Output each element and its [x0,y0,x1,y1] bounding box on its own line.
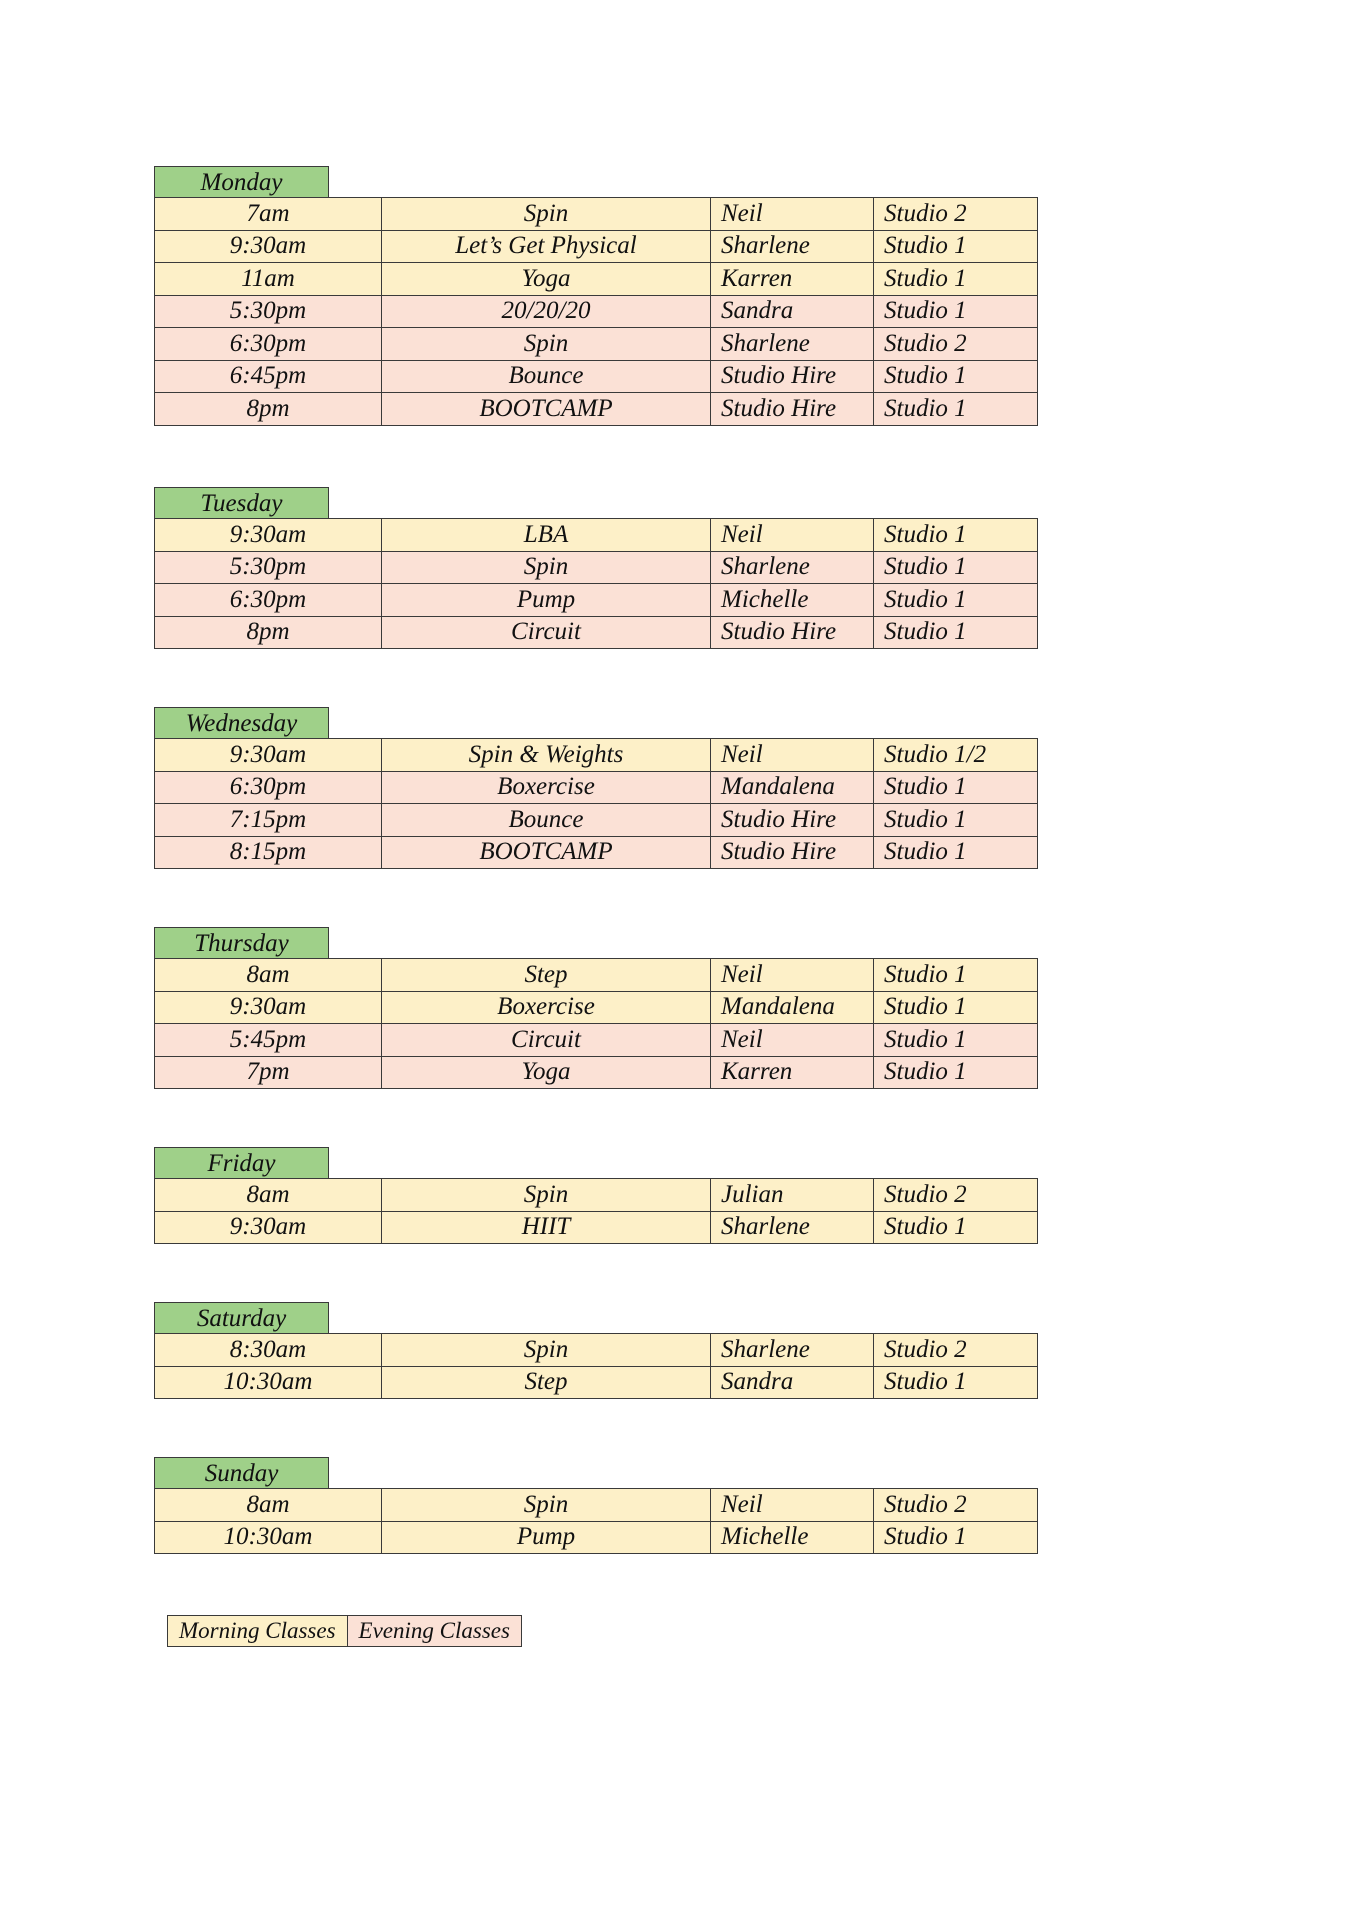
class-name: Step [382,959,711,992]
class-time: 8am [155,1179,382,1212]
instructor-name: Karren [711,263,874,296]
table-row [155,584,1038,617]
instructor-name: Studio Hire [711,393,874,426]
class-time: 6:30pm [155,584,382,617]
class-name: 20/20/20 [382,295,711,328]
studio-name: Studio 1 [874,295,1038,328]
class-name: Spin [382,1179,711,1212]
class-time: 9:30am [155,1211,382,1244]
table-row [155,804,1038,837]
table-row [155,836,1038,869]
class-time: 7am [155,198,382,231]
studio-name: Studio 1 [874,1211,1038,1244]
schedule-table [154,1488,1038,1554]
class-name: Pump [382,1521,711,1554]
class-name: HIIT [382,1211,711,1244]
instructor-name: Studio Hire [711,360,874,393]
day-block-tuesday [154,487,1037,649]
class-time: 7pm [155,1056,382,1089]
studio-name: Studio 1 [874,1024,1038,1057]
class-time: 5:30pm [155,295,382,328]
studio-name: Studio 1 [874,1521,1038,1554]
studio-name: Studio 1 [874,771,1038,804]
table-row [155,230,1038,263]
instructor-name: Julian [711,1179,874,1212]
day-block-saturday [154,1302,1037,1399]
schedule-table [154,1178,1038,1244]
class-time: 7:15pm [155,804,382,837]
table-row [155,616,1038,649]
table-row [155,551,1038,584]
class-name: Step [382,1366,711,1399]
studio-name: Studio 1 [874,991,1038,1024]
legend-morning-classes: Morning Classes [168,1616,348,1647]
day-label: Sunday [154,1457,329,1488]
day-label: Wednesday [154,707,329,738]
class-time: 6:45pm [155,360,382,393]
studio-name: Studio 1 [874,836,1038,869]
day-block-wednesday [154,707,1037,869]
table-row [155,991,1038,1024]
table-row [155,360,1038,393]
table-row [155,1521,1038,1554]
class-time: 9:30am [155,991,382,1024]
table-row [155,1366,1038,1399]
schedule-table [154,518,1038,649]
table-row [155,1211,1038,1244]
table-row [155,771,1038,804]
studio-name: Studio 1 [874,230,1038,263]
class-name: Spin [382,328,711,361]
instructor-name: Sandra [711,295,874,328]
table-row [155,393,1038,426]
studio-name: Studio 1 [874,584,1038,617]
instructor-name: Neil [711,1024,874,1057]
day-label: Thursday [154,927,329,958]
instructor-name: Karren [711,1056,874,1089]
class-name: Yoga [382,263,711,296]
class-time: 9:30am [155,230,382,263]
instructor-name: Sandra [711,1366,874,1399]
instructor-name: Neil [711,959,874,992]
class-name: Spin [382,1489,711,1522]
day-block-thursday [154,927,1037,1089]
table-row [155,959,1038,992]
class-time: 8pm [155,616,382,649]
class-time: 10:30am [155,1366,382,1399]
class-name: Boxercise [382,771,711,804]
table-row [155,1024,1038,1057]
instructor-name: Sharlene [711,1334,874,1367]
day-block-sunday [154,1457,1037,1554]
table-row [155,1334,1038,1367]
instructor-name: Neil [711,198,874,231]
class-name: Bounce [382,360,711,393]
class-time: 10:30am [155,1521,382,1554]
studio-name: Studio 1 [874,519,1038,552]
legend-evening-classes: Evening Classes [347,1616,521,1647]
day-label: Monday [154,166,329,197]
instructor-name: Studio Hire [711,804,874,837]
studio-name: Studio 1 [874,551,1038,584]
class-name: Let’s Get Physical [382,230,711,263]
table-row [155,198,1038,231]
class-name: BOOTCAMP [382,836,711,869]
studio-name: Studio 1/2 [874,739,1038,772]
class-time: 6:30pm [155,328,382,361]
legend-row [168,1616,522,1647]
instructor-name: Michelle [711,584,874,617]
class-time: 9:30am [155,739,382,772]
class-time: 9:30am [155,519,382,552]
class-time: 5:30pm [155,551,382,584]
studio-name: Studio 1 [874,959,1038,992]
instructor-name: Sharlene [711,328,874,361]
class-name: Spin [382,1334,711,1367]
class-name: Spin & Weights [382,739,711,772]
class-time: 8:15pm [155,836,382,869]
legend [167,1615,522,1647]
class-time: 8am [155,1489,382,1522]
table-row [155,1179,1038,1212]
day-label: Tuesday [154,487,329,518]
studio-name: Studio 1 [874,1366,1038,1399]
instructor-name: Mandalena [711,991,874,1024]
day-block-monday [154,166,1037,426]
table-row [155,1489,1038,1522]
schedule-table [154,958,1038,1089]
studio-name: Studio 2 [874,198,1038,231]
studio-name: Studio 2 [874,1334,1038,1367]
instructor-name: Neil [711,519,874,552]
class-time: 8:30am [155,1334,382,1367]
instructor-name: Studio Hire [711,836,874,869]
day-label: Saturday [154,1302,329,1333]
class-name: Spin [382,198,711,231]
class-name: Bounce [382,804,711,837]
table-row [155,739,1038,772]
instructor-name: Sharlene [711,230,874,263]
table-row [155,295,1038,328]
instructor-name: Sharlene [711,551,874,584]
instructor-name: Sharlene [711,1211,874,1244]
class-name: Boxercise [382,991,711,1024]
class-name: Spin [382,551,711,584]
studio-name: Studio 2 [874,1179,1038,1212]
schedule-table [154,738,1038,869]
schedule-table [154,1333,1038,1399]
day-block-friday [154,1147,1037,1244]
studio-name: Studio 1 [874,616,1038,649]
instructor-name: Michelle [711,1521,874,1554]
table-row [155,328,1038,361]
class-name: Circuit [382,1024,711,1057]
instructor-name: Neil [711,1489,874,1522]
class-time: 6:30pm [155,771,382,804]
instructor-name: Neil [711,739,874,772]
studio-name: Studio 1 [874,804,1038,837]
class-name: Pump [382,584,711,617]
class-name: Circuit [382,616,711,649]
class-time: 5:45pm [155,1024,382,1057]
instructor-name: Mandalena [711,771,874,804]
studio-name: Studio 1 [874,360,1038,393]
table-row [155,1056,1038,1089]
studio-name: Studio 1 [874,1056,1038,1089]
class-name: BOOTCAMP [382,393,711,426]
table-row [155,263,1038,296]
studio-name: Studio 1 [874,263,1038,296]
table-row [155,519,1038,552]
schedule-table [154,197,1038,426]
class-name: LBA [382,519,711,552]
class-time: 11am [155,263,382,296]
day-label: Friday [154,1147,329,1178]
class-name: Yoga [382,1056,711,1089]
class-time: 8am [155,959,382,992]
studio-name: Studio 2 [874,328,1038,361]
studio-name: Studio 1 [874,393,1038,426]
class-time: 8pm [155,393,382,426]
studio-name: Studio 2 [874,1489,1038,1522]
instructor-name: Studio Hire [711,616,874,649]
